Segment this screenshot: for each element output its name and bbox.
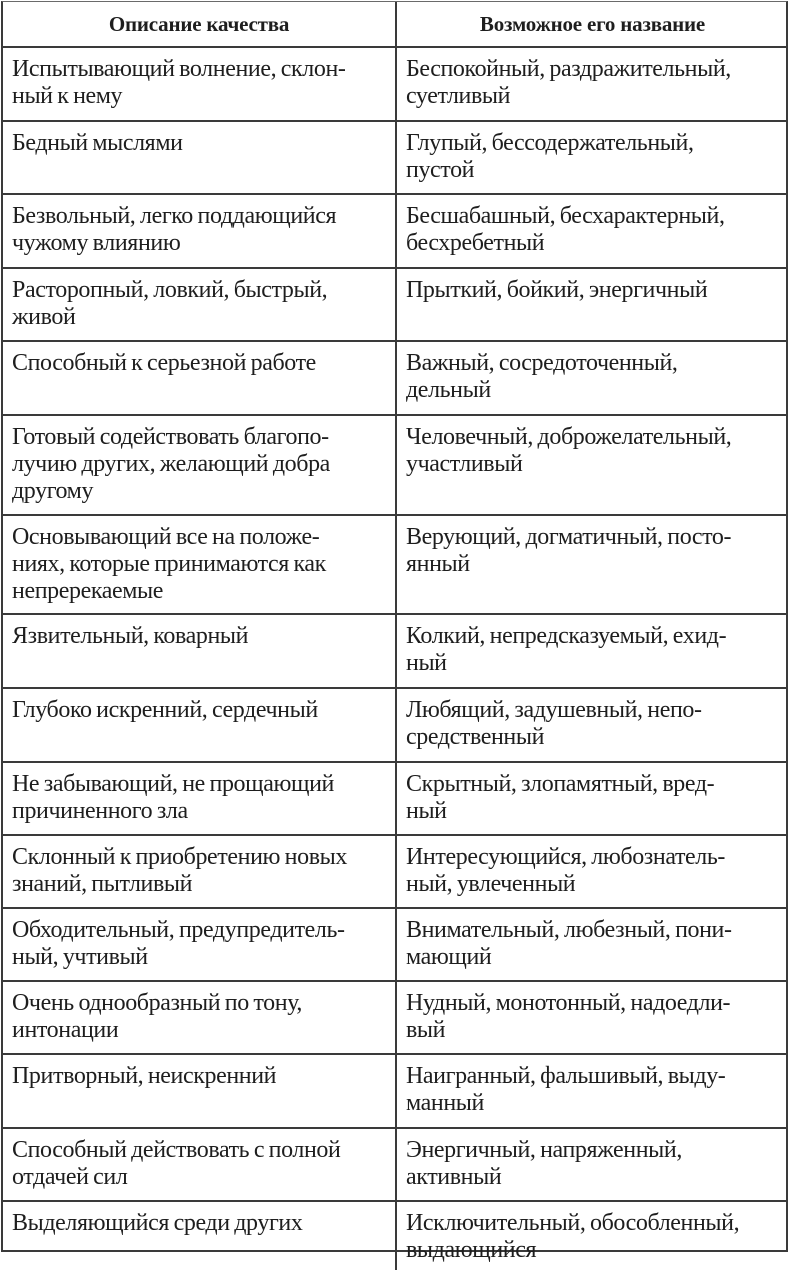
name-cell — [396, 268, 788, 341]
table-row — [3, 47, 788, 121]
description-cell-text — [3, 195, 395, 263]
description-cell — [3, 614, 396, 688]
description-cell-text — [3, 269, 395, 337]
table-row — [3, 515, 788, 614]
description-cell — [3, 47, 396, 121]
header-name: Возможное его название — [396, 2, 788, 47]
text-line: ный — [406, 798, 447, 824]
description-cell-text — [3, 1055, 395, 1096]
text-line: манный — [406, 1090, 484, 1116]
description-cell-text — [3, 982, 395, 1050]
table-row — [3, 908, 788, 981]
name-cell-text — [397, 195, 788, 263]
description-cell-text — [3, 122, 395, 163]
text-line: Энергичный, напряженный, — [406, 1137, 682, 1163]
header-description: Описание качества — [3, 2, 396, 47]
description-cell-text — [3, 1202, 395, 1243]
name-cell-text — [397, 342, 788, 410]
description-cell — [3, 515, 396, 614]
description-cell-text — [3, 615, 395, 656]
text-line: суетливый — [406, 83, 511, 109]
quality-table-container — [1, 1, 788, 1263]
table-row — [3, 981, 788, 1054]
text-line: Способный действовать с полной — [12, 1137, 341, 1163]
name-cell — [396, 688, 788, 762]
text-line: средственный — [406, 724, 545, 750]
name-cell — [396, 908, 788, 981]
name-cell-text — [397, 1202, 788, 1270]
table-body — [3, 47, 788, 1270]
description-cell — [3, 341, 396, 415]
table-row — [3, 1201, 788, 1270]
text-line: Важный, сосредоточенный, — [406, 350, 678, 376]
description-cell — [3, 268, 396, 341]
description-cell-text — [3, 763, 395, 831]
text-line: Глубоко искренний, сердечный — [12, 697, 318, 723]
name-cell — [396, 762, 788, 835]
table-row — [3, 341, 788, 415]
name-cell-text — [397, 269, 788, 310]
table-row — [3, 614, 788, 688]
text-line: Беспокойный, раздражительный, — [406, 56, 731, 82]
name-cell-text — [397, 1129, 788, 1197]
text-line: Колкий, непредсказуемый, ехид- — [406, 623, 727, 649]
description-cell — [3, 1128, 396, 1201]
description-cell-text — [3, 416, 395, 511]
text-line: знаний, пытливый — [12, 871, 193, 897]
description-cell — [3, 1201, 396, 1270]
description-cell-text — [3, 516, 395, 611]
text-line: Язвительный, коварный — [12, 623, 249, 649]
text-line: пустой — [406, 157, 475, 183]
table-row — [3, 762, 788, 835]
text-line: активный — [406, 1164, 502, 1190]
text-line: Глупый, бессодержательный, — [406, 130, 694, 156]
text-line: непререкаемые — [12, 578, 164, 604]
text-line: янный — [406, 551, 470, 577]
name-cell-text — [397, 982, 788, 1050]
text-line: Притворный, неискренний — [12, 1063, 277, 1089]
text-line: Внимательный, любезный, пони- — [406, 917, 732, 943]
text-line: Интересующийся, любознатель- — [406, 844, 726, 870]
text-line: Безвольный, легко поддающийся — [12, 203, 337, 229]
description-cell-text — [3, 689, 395, 730]
name-cell — [396, 614, 788, 688]
description-cell — [3, 835, 396, 908]
name-cell — [396, 1201, 788, 1270]
text-line: лучию других, желающий добра — [12, 451, 330, 477]
description-cell-text — [3, 1129, 395, 1197]
description-cell-text — [3, 909, 395, 977]
description-cell — [3, 415, 396, 515]
table-row — [3, 268, 788, 341]
description-cell — [3, 762, 396, 835]
text-line: дельный — [406, 377, 491, 403]
name-cell — [396, 194, 788, 268]
name-cell — [396, 1054, 788, 1128]
text-line: ниях, которые принимаются как — [12, 551, 326, 577]
text-line: Выделяющийся среди других — [12, 1210, 303, 1236]
name-cell — [396, 1128, 788, 1201]
description-cell-text — [3, 836, 395, 904]
name-cell-text — [397, 1055, 788, 1123]
text-line: ный — [406, 650, 447, 676]
description-cell — [3, 688, 396, 762]
name-cell — [396, 515, 788, 614]
text-line: интонации — [12, 1017, 119, 1043]
description-cell — [3, 194, 396, 268]
text-line: участливый — [406, 451, 523, 477]
text-line: Бесшабашный, бесхарактерный, — [406, 203, 725, 229]
text-line: причиненного зла — [12, 798, 188, 824]
quality-table — [3, 2, 788, 1270]
table-row — [3, 1054, 788, 1128]
text-line: Испытывающий волнение, склон- — [12, 56, 346, 82]
table-row — [3, 688, 788, 762]
text-line: ный, увлеченный — [406, 871, 576, 897]
name-cell-text — [397, 122, 788, 190]
text-line: отдачей сил — [12, 1164, 128, 1190]
text-line: другому — [12, 478, 94, 504]
text-line: Человечный, доброжелательный, — [406, 424, 732, 450]
name-cell-text — [397, 416, 788, 484]
text-line: Основывающий все на положе- — [12, 524, 320, 550]
description-cell — [3, 981, 396, 1054]
text-line: Очень однообразный по тону, — [12, 990, 303, 1016]
text-line: Скрытный, злопамятный, вред- — [406, 771, 715, 797]
text-line: Обходительный, предупредитель- — [12, 917, 345, 943]
text-line: Наигранный, фальшивый, выду- — [406, 1063, 726, 1089]
text-line: вый — [406, 1017, 446, 1043]
text-line: Верующий, догматичный, посто- — [406, 524, 732, 550]
text-line: Не забывающий, не прощающий — [12, 771, 334, 797]
text-line: Склонный к приобретению новых — [12, 844, 347, 870]
table-row — [3, 121, 788, 194]
table-row — [3, 415, 788, 515]
name-cell — [396, 47, 788, 121]
text-line: Расторопный, ловкий, быстрый, — [12, 277, 328, 303]
name-cell-text — [397, 689, 788, 757]
text-line: бесхребетный — [406, 230, 545, 256]
name-cell-text — [397, 763, 788, 831]
text-line: ный к нему — [12, 83, 123, 109]
name-cell-text — [397, 516, 788, 584]
name-cell — [396, 835, 788, 908]
text-line: Способный к серьезной работе — [12, 350, 316, 376]
text-line: Бедный мыслями — [12, 130, 183, 156]
name-cell-text — [397, 836, 788, 904]
text-line: Прыткий, бойкий, энергичный — [406, 277, 708, 303]
text-line: чужому влиянию — [12, 230, 181, 256]
description-cell — [3, 1054, 396, 1128]
name-cell — [396, 981, 788, 1054]
text-line: Готовый содействовать благопо- — [12, 424, 329, 450]
description-cell-text — [3, 48, 395, 116]
description-cell — [3, 121, 396, 194]
name-cell — [396, 121, 788, 194]
text-line: выдающийся — [406, 1237, 537, 1263]
name-cell-text — [397, 909, 788, 977]
name-cell — [396, 341, 788, 415]
description-cell — [3, 908, 396, 981]
name-cell — [396, 415, 788, 515]
table-header-row — [3, 2, 788, 47]
text-line: живой — [12, 304, 76, 330]
text-line: мающий — [406, 944, 492, 970]
table-row — [3, 835, 788, 908]
name-cell-text — [397, 615, 788, 683]
text-line: Любящий, задушевный, непо- — [406, 697, 702, 723]
table-row — [3, 194, 788, 268]
description-cell-text — [3, 342, 395, 383]
text-line: Исключительный, обособленный, — [406, 1210, 740, 1236]
text-line: ный, учтивый — [12, 944, 148, 970]
name-cell-text — [397, 48, 788, 116]
table-row — [3, 1128, 788, 1201]
text-line: Нудный, монотонный, надоедли- — [406, 990, 731, 1016]
